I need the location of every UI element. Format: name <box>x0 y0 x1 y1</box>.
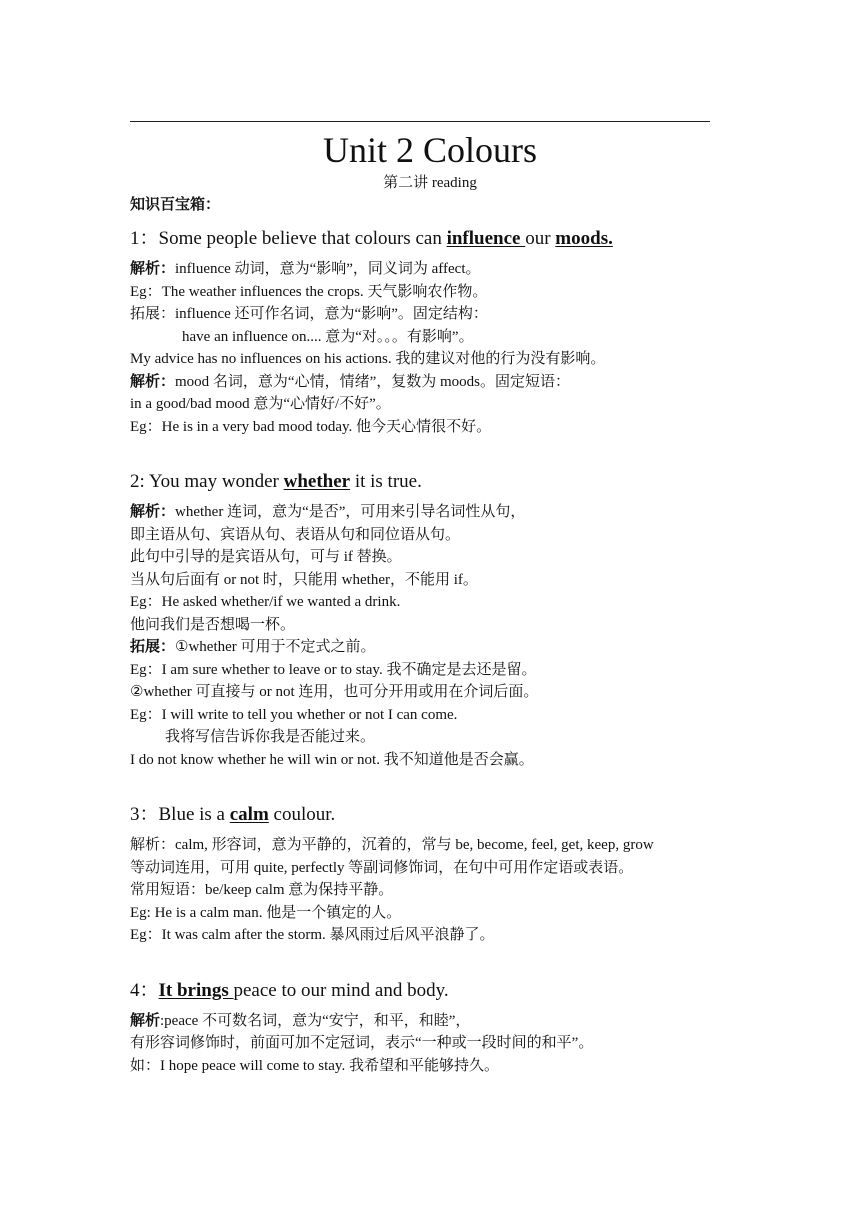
header-rule <box>130 121 710 122</box>
section-2-heading-text: 2: You may wonder <box>130 471 284 492</box>
note-line: in a good/bad mood 意为“心情好/不好”。 <box>130 396 391 412</box>
note-line: Eg: He is a calm man. 他是一个镇定的人。 <box>130 904 402 921</box>
analysis-label: 解析： <box>130 373 176 390</box>
note-line: Eg：He asked whether/if we wanted a drink. <box>130 594 401 610</box>
note-line: 当从句后面有 or not 时，只能用 whether，不能用 if。 <box>130 571 478 588</box>
note-line <box>130 1010 740 1033</box>
section-3-heading-text: 3：Blue is a <box>130 804 230 825</box>
section-2-heading-post: it is true. <box>350 471 422 492</box>
note-line: 如：I hope peace will come to stay. 我希望和平能够持久。 <box>130 1057 499 1074</box>
knowledge-box-label: 知识百宝箱： <box>130 197 221 213</box>
section-1-heading-mid: our <box>525 228 556 249</box>
note-line <box>130 258 740 281</box>
note-line: Eg：He is in a very bad mood today. 他今天心情很不好。 <box>130 418 492 435</box>
analysis-label: 解析： <box>130 504 176 520</box>
section-1-keyword-moods: moods. <box>555 228 613 249</box>
section-2-keyword-whether: whether <box>283 471 351 492</box>
note-line: have an influence on.... 意为“对。。。有影响”。 <box>182 328 474 345</box>
section-1-keyword-influence: influence <box>446 228 526 249</box>
section-4-heading <box>130 977 740 1005</box>
note-line: 他问我们是否想喝一杯。 <box>130 616 296 633</box>
section-3-keyword-calm: calm <box>229 804 269 825</box>
page-title: Unit 2 Colours <box>322 130 537 170</box>
note-line: Eg：It was calm after the storm. 暴风雨过后风平浪静了。 <box>130 927 495 943</box>
note-line: ②whether 可直接与 or not 连用，也可分开用或用在介词后面。 <box>130 684 539 700</box>
section-3-heading-post: coulour. <box>268 804 336 825</box>
section-4-keyword-it-brings: It brings <box>158 979 234 1001</box>
note-text: whether 连词，意为“是否”，可用来引导名词性从句， <box>175 504 526 520</box>
note-line: Eg：The weather influences the crops. 天气影响农作物。 <box>130 283 488 300</box>
section-3-heading <box>130 801 740 829</box>
extension-label: 拓展： <box>130 639 176 655</box>
note-line: I do not know whether he will win or not. 我不知道他是否会赢。 <box>130 751 534 768</box>
analysis-label: 解析 <box>130 1012 161 1029</box>
note-line: 我将写信告诉你我是否能过来。 <box>165 729 376 745</box>
note-text: ①whether 可用于不定式之前。 <box>175 639 376 655</box>
note-text: :peace 不可数名词，意为“安宁，和平，和睦”， <box>160 1012 471 1029</box>
note-line <box>130 501 740 524</box>
analysis-label: 解析： <box>130 261 176 277</box>
note-text: mood 名词，意为“心情，情绪”，复数为 moods。固定短语： <box>175 373 571 390</box>
note-line: 即主语从句、宾语从句、表语从句和同位语从句。 <box>130 526 461 543</box>
note-line: Eg：I will write to tell you whether or not I can come. <box>130 706 458 723</box>
section-2-heading <box>130 468 740 496</box>
note-text: influence 动词，意为“影响”，同义词为 affect。 <box>175 261 481 277</box>
note-line: 有形容词修饰时，前面可加不定冠词，表示“一种或一段时间的和平”。 <box>130 1035 594 1051</box>
note-line: Eg：I am sure whether to leave or to stay. 我不确定是去还是留。 <box>130 661 537 678</box>
note-line <box>130 636 740 659</box>
main-content <box>130 193 740 1077</box>
note-line: 拓展：influence 还可作名词，意为“影响”。固定结构： <box>130 306 488 322</box>
note-line: My advice has no influences on his actions. 我的建议对他的行为没有影响。 <box>130 351 606 367</box>
section-4-heading-post: peace to our mind and body. <box>233 979 449 1001</box>
note-line: 此句中引导的是宾语从句，可与 if 替换。 <box>130 549 402 565</box>
note-line <box>130 371 740 394</box>
page-subtitle: 第二讲 reading <box>383 175 477 191</box>
note-line: 解析：calm, 形容词，意为平静的，沉着的，常与 be, become, feel, get, keep, grow <box>130 837 654 853</box>
section-4-heading-text: 4： <box>130 979 159 1001</box>
section-1-heading-text: 1：Some people believe that colours can <box>130 228 447 249</box>
section-1-heading <box>130 225 740 253</box>
note-line: 等动词连用，可用 quite, perfectly 等副词修饰词，在句中可用作定语或表语。 <box>130 859 634 876</box>
note-line: 常用短语：be/keep calm 意为保持平静。 <box>130 882 394 898</box>
